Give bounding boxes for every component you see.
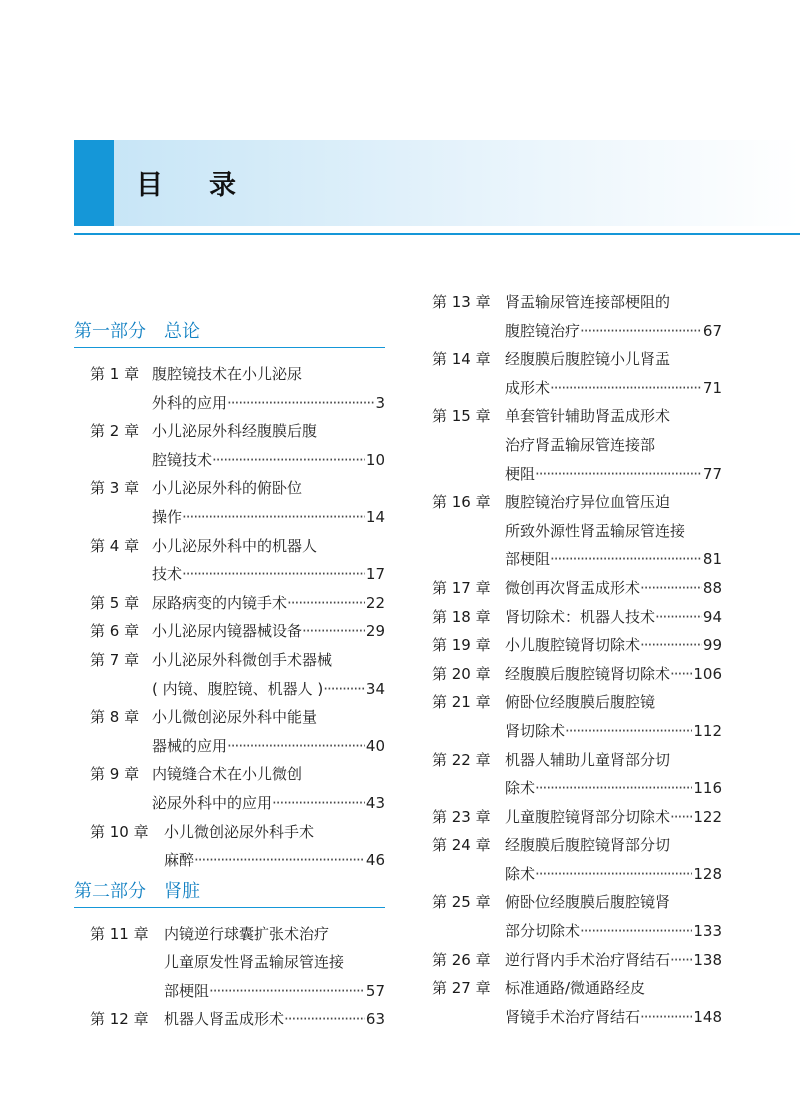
chapter-title-line: 肾切除术 xyxy=(505,721,566,740)
part-title: 第一部分 总论 xyxy=(74,321,200,342)
chapter-title-line: 经腹膜后腹腔镜肾部分切 xyxy=(505,836,671,855)
toc-entry[interactable] xyxy=(432,974,722,1031)
chapter-title-line: 技术 xyxy=(152,565,183,584)
chapter-number: 第 21 章 xyxy=(432,693,491,712)
chapter-title-line: 肾切除术：机器人技术 xyxy=(505,607,656,626)
page-number: 17 xyxy=(365,565,385,584)
part-2-chapters xyxy=(74,920,385,1034)
part-heading xyxy=(74,871,385,908)
chapter-number: 第 13 章 xyxy=(432,293,491,311)
page-title: 目录 xyxy=(136,170,282,201)
toc-entry[interactable] xyxy=(74,818,385,875)
chapter-title-line: 部分切除术 xyxy=(505,922,581,941)
part-title: 第二部分 肾脏 xyxy=(74,880,200,902)
page-number: 138 xyxy=(693,950,722,969)
dot-leader xyxy=(212,446,365,475)
dot-leader xyxy=(323,675,365,704)
chapter-number: 第 25 章 xyxy=(432,893,491,912)
chapter-title-line: 俯卧位经腹膜后腹腔镜 xyxy=(505,693,656,712)
dot-leader xyxy=(284,1005,365,1034)
toc-entry[interactable] xyxy=(432,603,722,632)
chapter-title-line: 机器人辅助儿童肾部分切 xyxy=(505,750,671,769)
chapter-title-line: 小儿泌尿外科微创手术器械 xyxy=(152,650,333,669)
dot-leader xyxy=(565,717,692,746)
chapter-number: 第 3 章 xyxy=(90,479,140,498)
toc-entry[interactable] xyxy=(74,589,385,618)
chapter-title-line: 经腹膜后腹腔镜肾切除术 xyxy=(505,664,671,683)
page-number: 14 xyxy=(365,507,385,526)
chapter-title-line: 内镜逆行球囊扩张术治疗 xyxy=(164,924,330,943)
part-1-chapters xyxy=(74,360,385,875)
chapter-number: 第 2 章 xyxy=(90,422,140,441)
chapter-title-line: 部梗阻 xyxy=(505,550,551,569)
chapter-title-line: 微创再次肾盂成形术 xyxy=(505,578,641,597)
page-number: 81 xyxy=(702,550,722,569)
toc-right-column xyxy=(432,288,722,1031)
page-number: 22 xyxy=(365,593,385,612)
toc-entry[interactable] xyxy=(74,474,385,531)
page-number: 57 xyxy=(365,981,385,1000)
page-number: 46 xyxy=(365,851,385,870)
page-number: 99 xyxy=(702,636,722,655)
page-number: 148 xyxy=(693,1007,722,1026)
toc-entry[interactable] xyxy=(74,1005,385,1034)
chapter-title-line: ( 内镜、腹腔镜、机器人 ) xyxy=(152,679,324,698)
chapter-title-line: 操作 xyxy=(152,507,183,526)
chapter-title-line: 儿童原发性肾盂输尿管连接 xyxy=(164,953,345,972)
page-number: 128 xyxy=(693,864,722,883)
dot-leader xyxy=(550,545,702,574)
chapter-title-line: 逆行肾内手术治疗肾结石 xyxy=(505,950,671,969)
chapter-number: 第 17 章 xyxy=(432,578,491,597)
toc-entry[interactable] xyxy=(432,831,722,888)
page-number: 116 xyxy=(693,779,722,798)
page-number: 133 xyxy=(693,922,722,941)
toc-entry[interactable] xyxy=(432,688,722,745)
page-number: 34 xyxy=(365,679,385,698)
chapter-number: 第 19 章 xyxy=(432,636,491,655)
chapter-title-line: 麻醉 xyxy=(164,851,195,870)
page-number: 122 xyxy=(693,807,722,826)
toc-entry[interactable] xyxy=(74,417,385,474)
dot-leader xyxy=(640,1003,692,1032)
chapter-number: 第 1 章 xyxy=(90,365,140,383)
toc-entry[interactable] xyxy=(432,746,722,803)
header-accent-block xyxy=(74,140,114,226)
toc-entry[interactable] xyxy=(432,888,722,945)
chapter-title-line: 尿路病变的内镜手术 xyxy=(152,593,288,612)
page-number: 112 xyxy=(693,721,722,740)
page-number: 67 xyxy=(702,321,722,340)
dot-leader xyxy=(182,503,365,532)
toc-entry[interactable] xyxy=(74,532,385,589)
page-number: 3 xyxy=(375,393,385,412)
toc-entry[interactable] xyxy=(432,402,722,488)
toc-entry[interactable] xyxy=(432,631,722,660)
chapter-title-line: 治疗肾盂输尿管连接部 xyxy=(505,435,656,454)
toc-entry[interactable] xyxy=(432,488,722,574)
toc-entry[interactable] xyxy=(432,574,722,603)
chapter-number: 第 6 章 xyxy=(90,622,140,641)
dot-leader xyxy=(535,460,702,489)
chapter-title-line: 腹腔镜治疗 xyxy=(505,321,581,340)
dot-leader xyxy=(209,977,365,1006)
chapter-title-line: 小儿泌尿内镜器械设备 xyxy=(152,622,303,641)
dot-leader xyxy=(640,574,702,603)
chapter-title-line: 所致外源性肾盂输尿管连接 xyxy=(505,521,686,540)
chapter-title-line: 部梗阻 xyxy=(164,981,210,1000)
dot-leader xyxy=(535,860,692,889)
chapter-number: 第 24 章 xyxy=(432,836,491,855)
chapter-title-line: 小儿腹腔镜肾切除术 xyxy=(505,636,641,655)
chapter-title-line: 儿童腹腔镜肾部分切除术 xyxy=(505,807,671,826)
toc-entry[interactable] xyxy=(432,803,722,832)
toc-entry[interactable] xyxy=(74,617,385,646)
chapter-title-line: 梗阻 xyxy=(505,464,536,483)
toc-entry[interactable] xyxy=(74,646,385,703)
dot-leader xyxy=(580,917,692,946)
dot-leader xyxy=(535,774,692,803)
chapter-title-line: 除术 xyxy=(505,864,536,883)
chapter-title-line: 肾镜手术治疗肾结石 xyxy=(505,1007,641,1026)
chapter-number: 第 4 章 xyxy=(90,536,140,555)
toc-entry[interactable] xyxy=(432,660,722,689)
page-number: 10 xyxy=(365,450,385,469)
chapter-title-line: 器械的应用 xyxy=(152,736,228,755)
chapter-title-line: 小儿泌尿外科的俯卧位 xyxy=(152,479,303,498)
dot-leader xyxy=(580,317,702,346)
chapter-number: 第 27 章 xyxy=(432,979,491,998)
chapter-number: 第 7 章 xyxy=(90,650,140,669)
chapter-number: 第 16 章 xyxy=(432,493,491,512)
chapter-title-line: 小儿微创泌尿外科中能量 xyxy=(152,708,318,727)
toc-entry[interactable] xyxy=(432,288,722,345)
chapter-title-line: 肾盂输尿管连接部梗阻的 xyxy=(505,293,671,311)
chapter-number: 第 11 章 xyxy=(90,924,149,943)
chapter-number: 第 5 章 xyxy=(90,593,140,612)
dot-leader xyxy=(227,389,374,418)
chapter-title-line: 机器人肾盂成形术 xyxy=(164,1010,285,1029)
chapter-title-line: 小儿泌尿外科中的机器人 xyxy=(152,536,318,555)
dot-leader xyxy=(670,803,692,832)
chapter-title-line: 成形术 xyxy=(505,378,551,397)
dot-leader xyxy=(670,946,692,975)
chapter-title-line: 泌尿外科中的应用 xyxy=(152,793,273,812)
page-number: 77 xyxy=(702,464,722,483)
chapter-number: 第 12 章 xyxy=(90,1010,149,1029)
chapter-title-line: 俯卧位经腹膜后腹腔镜肾 xyxy=(505,893,671,912)
chapter-title-line: 外科的应用 xyxy=(152,393,228,412)
dot-leader xyxy=(655,603,702,632)
toc-entry[interactable] xyxy=(74,360,385,417)
header-rule xyxy=(74,233,800,235)
chapter-title-line: 腹腔镜治疗异位血管压迫 xyxy=(505,493,671,512)
chapter-number: 第 22 章 xyxy=(432,750,491,769)
chapter-title-line: 小儿微创泌尿外科手术 xyxy=(164,822,315,841)
page-number: 106 xyxy=(693,664,722,683)
page-number: 40 xyxy=(365,736,385,755)
chapter-number: 第 23 章 xyxy=(432,807,491,826)
chapter-title-line: 内镜缝合术在小儿微创 xyxy=(152,765,303,784)
dot-leader xyxy=(670,660,692,689)
dot-leader xyxy=(182,560,365,589)
toc-entry[interactable] xyxy=(74,920,385,1006)
page-number: 29 xyxy=(365,622,385,641)
page-number: 71 xyxy=(702,378,722,397)
part-2-chapters-continued xyxy=(432,288,722,1031)
chapter-title-line: 标准通路/微通路经皮 xyxy=(505,979,646,998)
dot-leader xyxy=(272,789,365,818)
chapter-number: 第 15 章 xyxy=(432,407,491,426)
toc-entry[interactable] xyxy=(432,345,722,402)
dot-leader xyxy=(287,589,365,618)
toc-entry[interactable] xyxy=(74,760,385,817)
page-number: 63 xyxy=(365,1010,385,1029)
chapter-number: 第 18 章 xyxy=(432,607,491,626)
toc-entry[interactable] xyxy=(74,703,385,760)
page-number: 88 xyxy=(702,578,722,597)
chapter-number: 第 9 章 xyxy=(90,765,140,784)
dot-leader xyxy=(550,374,702,403)
chapter-title-line: 单套管针辅助肾盂成形术 xyxy=(505,407,671,426)
dot-leader xyxy=(640,631,702,660)
chapter-title-line: 腹腔镜技术在小儿泌尿 xyxy=(152,365,303,383)
dot-leader xyxy=(227,732,365,761)
page-number: 94 xyxy=(702,607,722,626)
page-number: 43 xyxy=(365,793,385,812)
chapter-number: 第 26 章 xyxy=(432,950,491,969)
dot-leader xyxy=(302,617,365,646)
chapter-title-line: 除术 xyxy=(505,779,536,798)
part-heading xyxy=(74,311,385,348)
toc-left-column xyxy=(74,311,385,1034)
chapter-number: 第 8 章 xyxy=(90,708,140,727)
chapter-number: 第 10 章 xyxy=(90,822,149,841)
chapter-number: 第 20 章 xyxy=(432,664,491,683)
toc-entry[interactable] xyxy=(432,946,722,975)
chapter-title-line: 小儿泌尿外科经腹膜后腹 xyxy=(152,422,318,441)
chapter-title-line: 腔镜技术 xyxy=(152,450,213,469)
chapter-title-line: 经腹膜后腹腔镜小儿肾盂 xyxy=(505,350,671,369)
chapter-number: 第 14 章 xyxy=(432,350,491,369)
